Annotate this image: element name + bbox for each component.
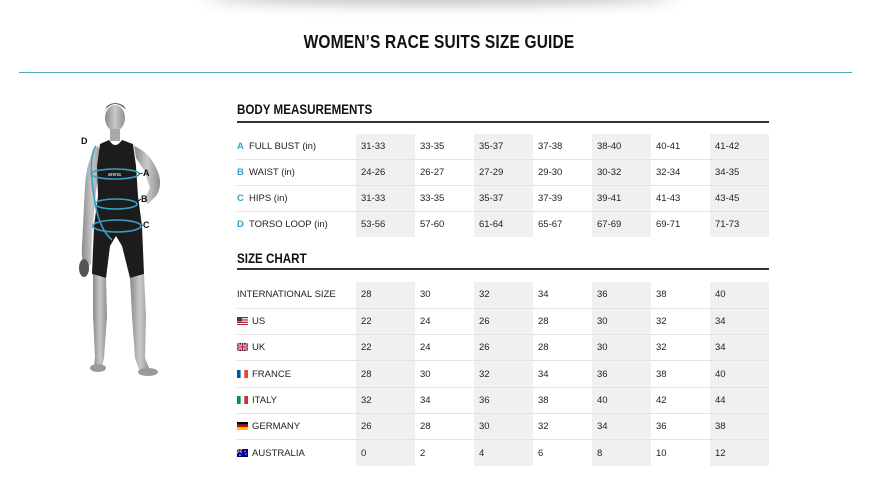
size-value-cell: 30 bbox=[474, 413, 533, 439]
size-value-cell: 35-37 bbox=[474, 134, 533, 160]
size-value-cell: 26-27 bbox=[415, 160, 474, 186]
measurement-letter: D bbox=[237, 218, 244, 230]
size-value-cell: 26 bbox=[356, 413, 415, 439]
title-divider bbox=[19, 72, 852, 73]
size-value-cell: 34 bbox=[710, 335, 769, 361]
marker-a: A bbox=[143, 168, 150, 178]
size-value-cell: 38 bbox=[651, 361, 710, 387]
arena-logo: arena bbox=[108, 172, 121, 178]
size-value-cell: 24-26 bbox=[356, 160, 415, 186]
size-value-cell: 28 bbox=[533, 335, 592, 361]
size-value-cell: 10 bbox=[656, 447, 667, 459]
size-value-cell: 2 bbox=[420, 447, 426, 459]
row-label: FULL BUST (in) bbox=[249, 141, 317, 153]
table-row bbox=[237, 160, 769, 186]
size-value-cell: 43-45 bbox=[710, 186, 769, 212]
size-value-cell: 28 bbox=[533, 308, 592, 334]
row-label: HIPS (in) bbox=[249, 192, 288, 204]
size-value-cell: 32 bbox=[474, 361, 533, 387]
size-value-cell: 40 bbox=[592, 387, 651, 413]
size-value-cell: 32 bbox=[356, 387, 415, 413]
measurement-letter: A bbox=[237, 141, 244, 153]
size-value-cell: 69-71 bbox=[656, 218, 681, 230]
size-value-cell: 29-30 bbox=[533, 160, 592, 186]
size-value-cell: 41-42 bbox=[710, 134, 769, 160]
size-value-cell: 26 bbox=[474, 308, 533, 334]
size-value-cell: 31-33 bbox=[356, 186, 415, 212]
row-label: AUSTRALIA bbox=[252, 447, 305, 459]
body-measurements-table bbox=[237, 134, 769, 237]
table-row bbox=[237, 440, 769, 466]
size-value-cell: 61-64 bbox=[474, 211, 533, 237]
row-label: FRANCE bbox=[252, 368, 292, 380]
size-value-cell: 24 bbox=[415, 335, 474, 361]
size-chart-heading: SIZE CHART bbox=[237, 251, 307, 266]
size-value-cell: 28 bbox=[356, 282, 415, 308]
size-value-cell: 30-32 bbox=[592, 160, 651, 186]
row-label: GERMANY bbox=[252, 421, 301, 433]
size-value-cell: 53-56 bbox=[356, 211, 415, 237]
marker-d: D bbox=[81, 136, 88, 146]
germany-flag-icon bbox=[237, 422, 248, 430]
size-value-cell: 37-38 bbox=[533, 134, 592, 160]
size-value-cell: 30 bbox=[592, 308, 651, 334]
size-value-cell: 57-60 bbox=[420, 218, 445, 230]
size-value-cell: 30 bbox=[415, 282, 474, 308]
row-label: TORSO LOOP (in) bbox=[249, 218, 328, 230]
row-label: UK bbox=[252, 342, 266, 354]
page-title: WOMEN’S RACE SUITS SIZE GUIDE bbox=[303, 32, 575, 52]
australia-flag-icon bbox=[237, 449, 248, 457]
table-row bbox=[237, 186, 769, 212]
size-value-cell: 32 bbox=[651, 335, 710, 361]
row-label-cell bbox=[237, 308, 356, 334]
size-value-cell: 34-35 bbox=[710, 160, 769, 186]
size-value-cell: 34 bbox=[415, 387, 474, 413]
body-measurements-rule bbox=[237, 121, 769, 123]
size-value-cell: 28 bbox=[415, 413, 474, 439]
size-value-cell: 6 bbox=[538, 447, 544, 459]
size-value-cell: 30 bbox=[415, 361, 474, 387]
row-label-cell bbox=[237, 160, 356, 186]
size-value-cell: 40 bbox=[710, 361, 769, 387]
table-row bbox=[237, 211, 769, 237]
table-row bbox=[237, 308, 769, 334]
row-label: US bbox=[252, 315, 266, 327]
size-value-cell: 32 bbox=[651, 308, 710, 334]
uk-flag-icon bbox=[237, 343, 248, 351]
row-label: WAIST (in) bbox=[249, 167, 295, 179]
size-value-cell: 34 bbox=[710, 308, 769, 334]
size-value-cell: 34 bbox=[592, 413, 651, 439]
marker-b: B bbox=[141, 194, 148, 204]
size-value-cell: 67-69 bbox=[592, 211, 651, 237]
size-value-cell: 31-33 bbox=[356, 134, 415, 160]
size-value-cell: 41-43 bbox=[651, 186, 710, 212]
size-value-cell: 39-41 bbox=[592, 186, 651, 212]
italy-flag-icon bbox=[237, 396, 248, 404]
size-value-cell: 24 bbox=[415, 308, 474, 334]
size-value-cell: 38 bbox=[651, 282, 710, 308]
size-value-cell: 38-40 bbox=[592, 134, 651, 160]
row-label-cell bbox=[237, 361, 356, 387]
table-row bbox=[237, 413, 769, 439]
us-flag-icon bbox=[237, 317, 248, 325]
marker-c: C bbox=[143, 220, 150, 230]
size-value-cell: 0 bbox=[356, 440, 415, 466]
size-value-cell: 71-73 bbox=[710, 211, 769, 237]
table-row bbox=[237, 282, 769, 308]
size-value-cell: 32 bbox=[474, 282, 533, 308]
row-label: ITALY bbox=[252, 394, 277, 406]
size-value-cell: 36 bbox=[474, 387, 533, 413]
size-value-cell: 38 bbox=[710, 413, 769, 439]
size-value-cell: 35-37 bbox=[474, 186, 533, 212]
table-row bbox=[237, 361, 769, 387]
size-value-cell: 26 bbox=[474, 335, 533, 361]
size-value-cell: 22 bbox=[356, 308, 415, 334]
row-label-cell bbox=[237, 413, 356, 439]
size-value-cell: 65-67 bbox=[538, 218, 563, 230]
size-value-cell: 36 bbox=[592, 282, 651, 308]
size-value-cell: 32-34 bbox=[651, 160, 710, 186]
size-value-cell: 40-41 bbox=[651, 134, 710, 160]
size-value-cell: 12 bbox=[710, 440, 769, 466]
row-label: INTERNATIONAL SIZE bbox=[237, 289, 336, 301]
size-chart-rule bbox=[237, 268, 769, 270]
size-value-cell: 44 bbox=[710, 387, 769, 413]
size-value-cell: 42 bbox=[651, 387, 710, 413]
row-label-cell bbox=[237, 440, 356, 466]
size-value-cell: 27-29 bbox=[474, 160, 533, 186]
size-value-cell: 37-39 bbox=[533, 186, 592, 212]
size-value-cell: 30 bbox=[592, 335, 651, 361]
row-label-cell bbox=[237, 335, 356, 361]
table-row bbox=[237, 335, 769, 361]
size-value-cell: 28 bbox=[356, 361, 415, 387]
size-value-cell: 22 bbox=[356, 335, 415, 361]
row-label-cell bbox=[237, 134, 356, 160]
row-label-cell bbox=[237, 186, 356, 212]
size-chart-table bbox=[237, 282, 769, 466]
table-row bbox=[237, 134, 769, 160]
body-measurements-heading: BODY MEASUREMENTS bbox=[237, 102, 373, 117]
size-value-cell: 33-35 bbox=[415, 134, 474, 160]
size-value-cell: 34 bbox=[533, 282, 592, 308]
model-figure-illustration bbox=[60, 96, 195, 386]
size-value-cell: 34 bbox=[533, 361, 592, 387]
size-value-cell: 32 bbox=[533, 413, 592, 439]
measurement-letter: B bbox=[237, 167, 244, 179]
size-value-cell: 4 bbox=[474, 440, 533, 466]
size-value-cell: 38 bbox=[533, 387, 592, 413]
size-value-cell: 36 bbox=[651, 413, 710, 439]
france-flag-icon bbox=[237, 370, 248, 378]
row-label-cell bbox=[237, 387, 356, 413]
row-label-cell bbox=[237, 211, 356, 237]
measurement-letter: C bbox=[237, 192, 244, 204]
size-value-cell: 36 bbox=[592, 361, 651, 387]
table-row bbox=[237, 387, 769, 413]
size-value-cell: 33-35 bbox=[415, 186, 474, 212]
row-label-cell bbox=[237, 282, 356, 308]
size-value-cell: 40 bbox=[710, 282, 769, 308]
size-value-cell: 8 bbox=[592, 440, 651, 466]
